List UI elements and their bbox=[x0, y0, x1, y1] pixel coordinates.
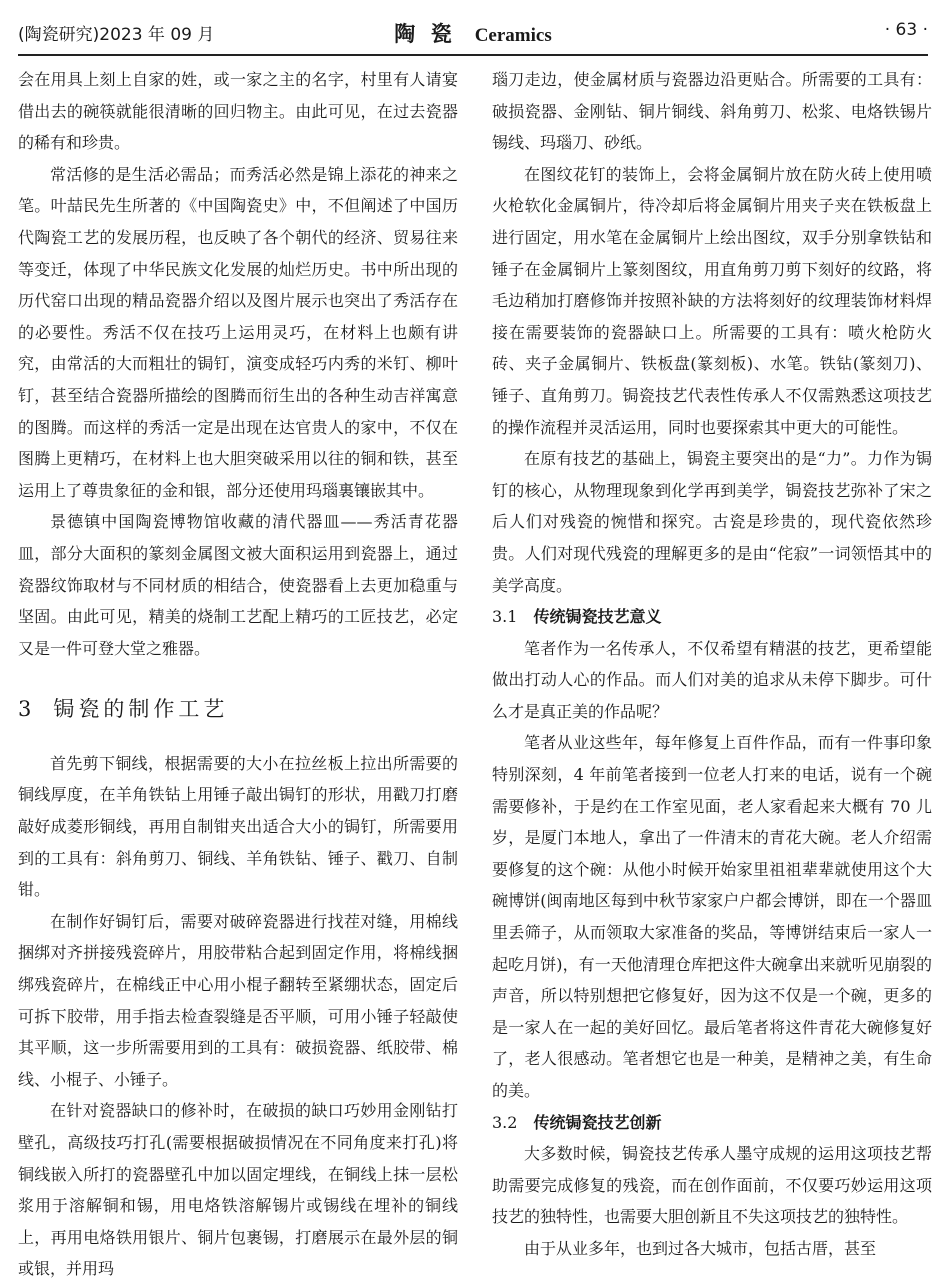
paragraph: 常活修的是生活必需品；而秀活必然是锦上添花的神来之笔。叶喆民先生所著的《中国陶瓷史》中，不但阐述了中国历代陶瓷工艺的发展历程，也反映了各个朝代的经济、贸易往来等变迁，体现了中华民族文化发展的灿烂历史。书中所出现的历代窑口出现的精品瓷器介绍以及图片展示也突出了秀活存在的必要性。秀活不仅在技巧上运用灵巧，在材料上也颇有讲究，由常活的大而粗壮的锔钉，演变成轻巧内秀的米钉、柳叶钉，甚至结合瓷器所描绘的图腾而衍生出的各种生动吉祥寓意的图腾。而这样的秀活一定是出现在达官贵人的家中，不仅在图腾上更精巧，在材料上也大胆突破采用以往的铜和铁，甚至运用上了尊贵象征的金和银，部分还使用玛瑙裏镶嵌其中。 bbox=[18, 164, 458, 500]
paragraph: 瑙刀走边，使金属材质与瓷器边沿更贴合。所需要的工具有：破损瓷器、金刚钻、铜片铜线、斜角剪刀、松浆、电烙铁锡片锡线、玛瑙刀、砂纸。 bbox=[492, 70, 932, 153]
section-number: 3 bbox=[18, 697, 36, 722]
paragraph: 在针对瓷器缺口的修补时，在破损的缺口巧妙用金刚钻打壁孔，高级技巧打孔(需要根据破损情况在不同角度来打孔)将铜线嵌入所打的瓷器壁孔中加以固定埋线，在铜线上抹一层松浆用于溶解铜和锡，用电烙铁溶解锡片或锡线在埋补的铜线上，再用电烙铁用银片、铜片包裹锡，打磨展示在最外层的铜或银，并用玛 bbox=[18, 1101, 458, 1279]
journal-title-cn: 陶 瓷 bbox=[394, 21, 456, 46]
paragraph: 在图纹花钉的装饰上，会将金属铜片放在防火砖上使用喷火枪软化金属铜片，待冷却后将金属铜片用夹子夹在铁板盘上进行固定，用水笔在金属铜片上绘出图纹，双手分别拿铁钻和锤子在金属铜片上篆刻图纹，用直角剪刀剪下刻好的纹路，将毛边稍加打磨修饰并按照补缺的方法将刻好的纹理装饰材料焊接在需要装饰的瓷器缺口上。所需要的工具有：喷火枪防火砖、夹子金属铜片、铁板盘(篆刻板)、水笔。铁钻(篆刻刀)、锤子、直角剪刀。锔瓷技艺代表性传承人不仅需熟悉这项技艺的操作流程并灵活运用，同时也要探索其中更大的可能性。 bbox=[492, 164, 932, 437]
subsection-number: 3.1 bbox=[492, 607, 518, 627]
paragraph: 大多数时候，锔瓷技艺传承人墨守成规的运用这项技艺帮助需要完成修复的残瓷，而在创作面前，不仅要巧妙运用这项技艺的独特性，也需要大胆创新且不失这项技艺的独特性。 bbox=[492, 1144, 932, 1227]
journal-issue-info: (陶瓷研究)2023 年 09 月 bbox=[18, 25, 215, 45]
paragraph: 由于从业多年，也到过各大城市，包括古厝，甚至 bbox=[524, 1238, 877, 1258]
subsection-heading bbox=[492, 601, 932, 633]
journal-title-en: Ceramics bbox=[474, 25, 552, 46]
section-heading bbox=[18, 686, 458, 748]
paragraph: 在原有技艺的基础上，锔瓷主要突出的是“力”。力作为锔钉的核心，从物理现象到化学再到美学，锔瓷技艺弥补了宋之后人们对残瓷的惋惜和探究。古瓷是珍贵的，现代瓷依然珍贵。人们对现代残瓷的理解更多的是由“侘寂”一词领悟其中的美学高度。 bbox=[492, 449, 932, 595]
subsection-heading bbox=[492, 1107, 932, 1139]
paragraph: 笔者作为一名传承人，不仅希望有精湛的技艺，更希望能做出打动人心的作品。而人们对美的追求从未停下脚步。可什么才是真正美的作品呢？ bbox=[492, 638, 932, 721]
subsection-title: 传统锔瓷技艺意义 bbox=[533, 607, 662, 627]
paragraph: 笔者从业这些年，每年修复上百件作品，而有一件事印象特别深刻，4 年前笔者接到一位老人打来的电话，说有一个碗需要修补，于是约在工作室见面，老人家看起来大概有 70 儿岁，是厦门本地人，拿出了一件清末的青花大碗。老人介绍需要修复的这个碗：从他小时候开始家里祖祖辈辈就使用这个大碗博饼(闽南地区每到中秋节家家户户都会博饼，即在一个器皿里丢筛子，从而领取大家准备的奖品，等博饼结束后一家人一起吃月饼)，有一天他清理仓库把这件大碗拿出来就听见崩裂的声音，所以特别想把它修复好，因为这不仅是一个碗，更多的是一家人在一起的美好回忆。最后笔者将这件青花大碗修复好了，老人很感动。笔者想它也是一种美，是精神之美，有生命的美。 bbox=[492, 733, 932, 1100]
subsection-number: 3.2 bbox=[492, 1112, 518, 1132]
page-header bbox=[18, 14, 928, 56]
page-number: · 63 · bbox=[884, 20, 928, 40]
paragraph: 在制作好锔钉后，需要对破碎瓷器进行找茬对缝，用棉线捆绑对齐拼接残瓷碎片，用胶带粘合起到固定作用，将棉线捆绑残瓷碎片，在棉线正中心用小棍子翻转至紧绷状态，固定后可拆下胶带，用手指去检查裂缝是否平顺，可用小锤子轻敲使其平顺，这一步所需要用到的工具有：破损瓷器、纸胶带、棉线、小棍子、小锤子。 bbox=[18, 911, 458, 1089]
journal-title bbox=[18, 18, 928, 48]
paragraph: 景德镇中国陶瓷博物馆收藏的清代器皿——秀活青花器皿，部分大面积的篆刻金属图文被大面积运用到瓷器上，通过瓷器纹饰取材与不同材质的相结合，使瓷器看上去更加稳重与坚固。由此可见，精美的烧制工艺配上精巧的工匠技艺，必定又是一件可登大堂之雅器。 bbox=[18, 512, 458, 658]
left-column bbox=[18, 64, 458, 1285]
spacer bbox=[18, 664, 458, 686]
subsection-title: 传统锔瓷技艺创新 bbox=[533, 1112, 662, 1132]
paragraph: 会在用具上刻上自家的姓，或一家之主的名字，村里有人请宴借出去的碗筷就能很清晰的回归物主。由此可见，在过去瓷器的稀有和珍贵。 bbox=[18, 70, 458, 153]
right-column bbox=[492, 64, 932, 1265]
section-title: 锔瓷的制作工艺 bbox=[53, 697, 229, 722]
paragraph: 首先剪下铜线，根据需要的大小在拉丝板上拉出所需要的铜线厚度，在羊角铁钻上用锤子敲出锔钉的形状，用戳刀打磨敲好成菱形铜线，再用自制钳夹出适合大小的锔钉，所需要用到的工具有：斜角剪刀、铜线、羊角铁钻、锤子、戳刀、自制钳。 bbox=[18, 753, 458, 900]
